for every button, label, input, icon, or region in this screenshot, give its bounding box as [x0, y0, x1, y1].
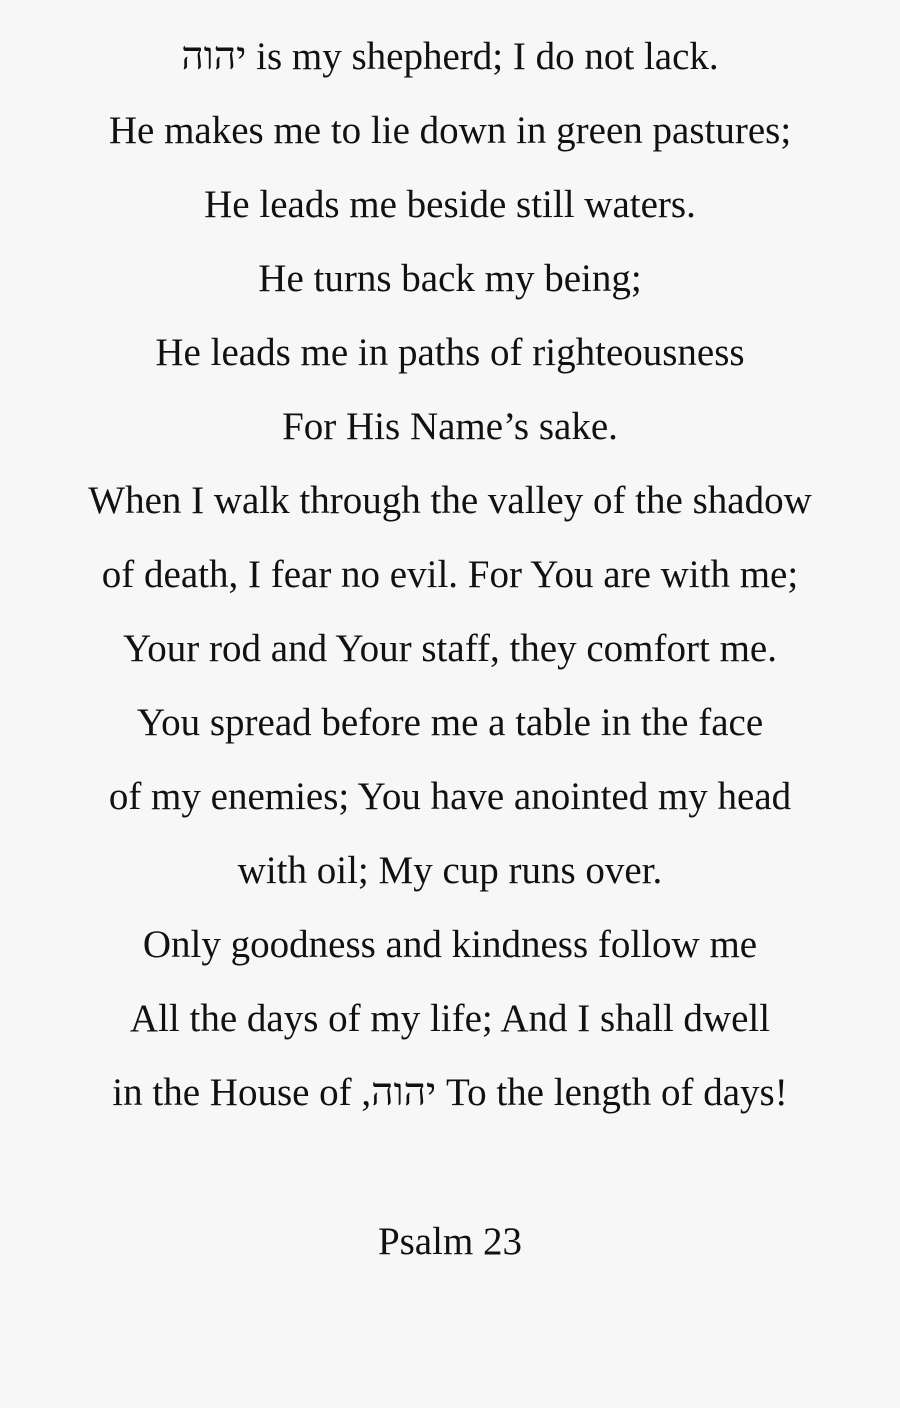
poem-line-15: in the House of ,יהוה To the length of days!: [112, 1071, 788, 1114]
poem-line-13: Only goodness and kindness follow me: [142, 923, 758, 966]
poem-line-1: יהוה is my shepherd; I do not lack.: [181, 35, 719, 78]
poem-line-6: For His Name’s sake.: [282, 405, 618, 448]
poem-line-3: He leads me beside still waters.: [204, 183, 696, 226]
poem-line-11: of my enemies; You have anointed my head: [108, 775, 792, 818]
poem-line-5: He leads me in paths of righteousness: [155, 331, 745, 374]
poem-line-12: with oil; My cup runs over.: [237, 849, 663, 892]
psalm-poem: [0, 20, 900, 1130]
poem-line-7: When I walk through the valley of the shadow: [88, 479, 812, 522]
poem-line-4: He turns back my being;: [258, 257, 642, 300]
poem-line-8: of death, I fear no evil. For You are with me;: [101, 553, 799, 596]
psalm-attribution: Psalm 23: [377, 1220, 523, 1263]
poem-line-14: All the days of my life; And I shall dwell: [129, 997, 771, 1040]
poem-line-9: Your rod and Your staff, they comfort me.: [123, 627, 777, 670]
poem-line-2: He makes me to lie down in green pastures;: [108, 109, 792, 152]
poem-line-10: You spread before me a table in the face: [136, 701, 764, 744]
